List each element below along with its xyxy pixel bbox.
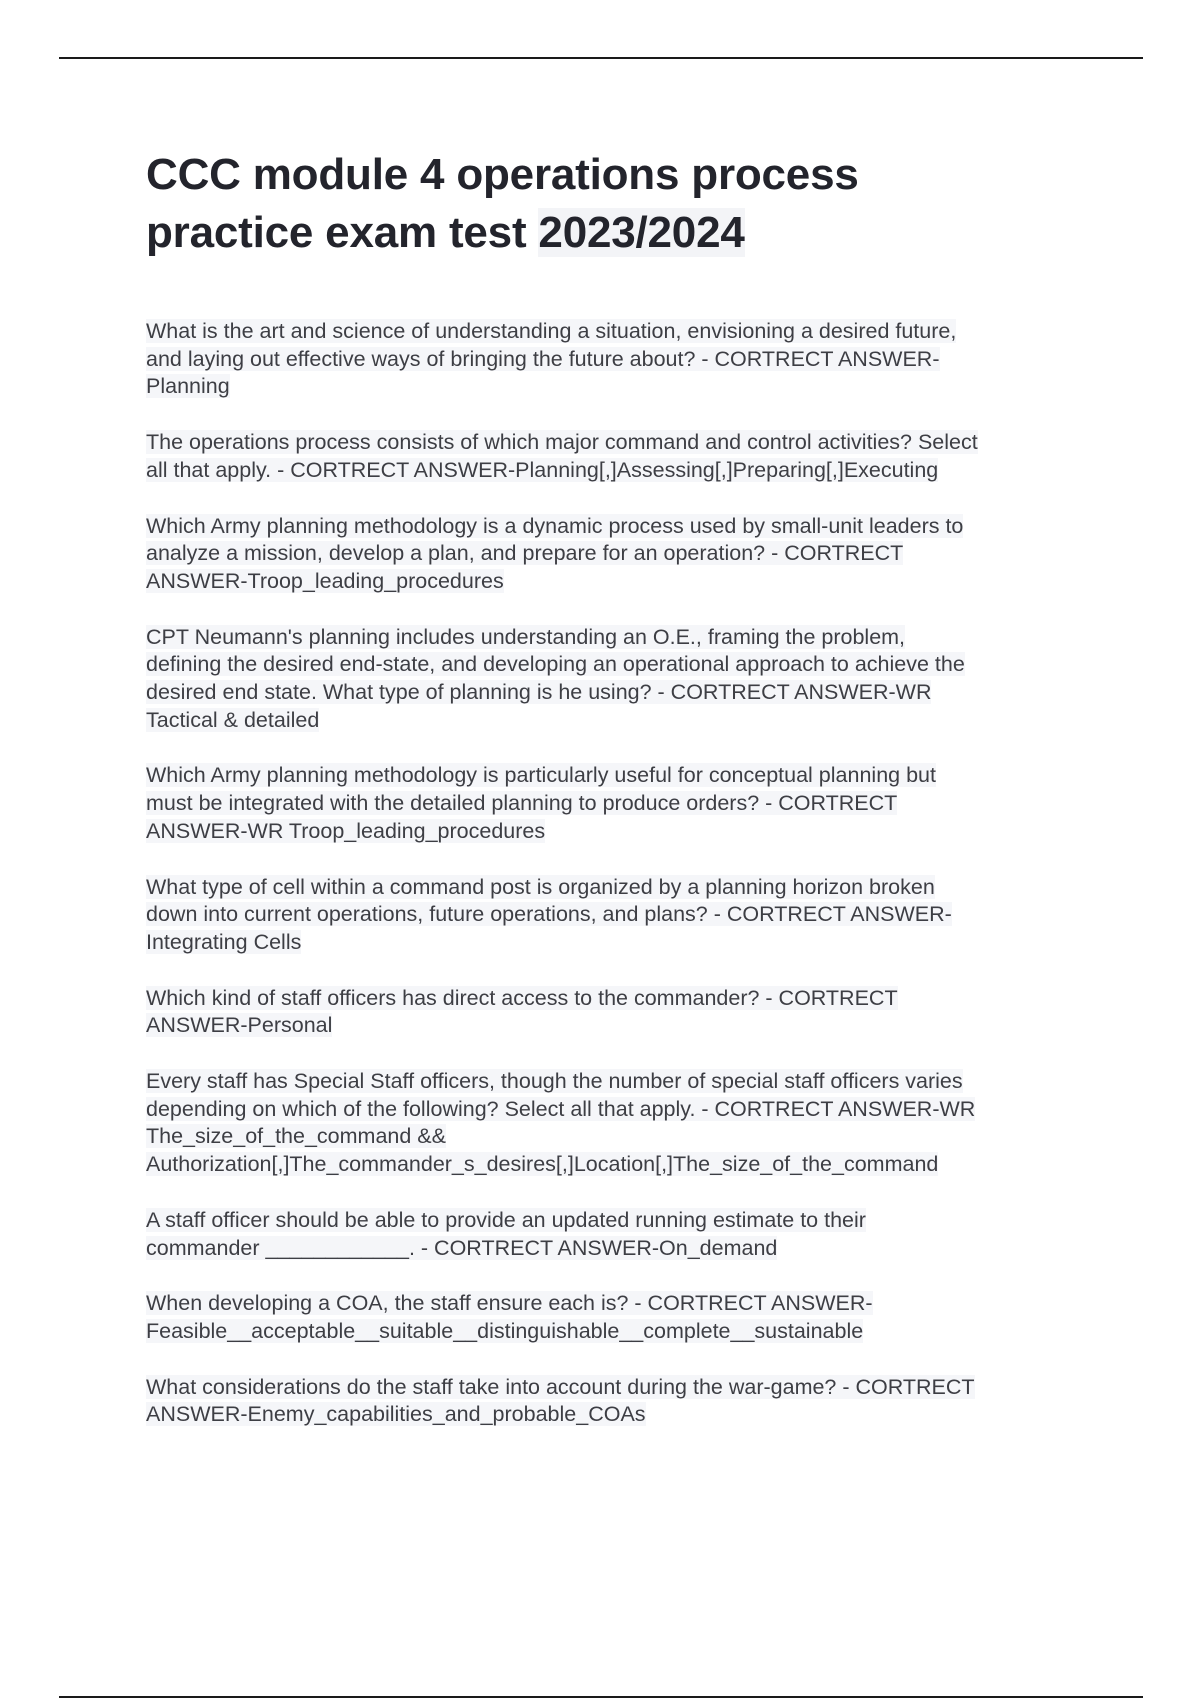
bottom-rule (59, 1696, 1143, 1698)
qa-line-text: Which Army planning methodology is a dynamic process used by small-unit leaders to (146, 513, 964, 538)
qa-line-text: Authorization[,]The_commander_s_desires[,]Location[,]The_size_of_the_command (146, 1152, 939, 1177)
qa-line (146, 346, 1146, 374)
qa-line-text: must be integrated with the detailed planning to produce orders? - CORTRECT (146, 791, 898, 816)
qa-line-text: Integrating Cells (146, 929, 302, 954)
qa-line (146, 318, 1146, 346)
qa-line-text: ANSWER-Personal (146, 1013, 333, 1038)
qa-line-text: What considerations do the staff take into account during the war-game? - CORTRECT (146, 1374, 975, 1399)
qa-line-text: analyze a mission, develop a plan, and prepare for an operation? - CORTRECT (146, 541, 904, 566)
qa-item (146, 1068, 1146, 1179)
qa-item (146, 513, 1146, 596)
qa-line (146, 874, 1146, 902)
qa-item (146, 762, 1146, 845)
qa-item (146, 985, 1146, 1040)
qa-line (146, 762, 1146, 790)
qa-line-text: Feasible__acceptable__suitable__distinguishable__complete__sustainable (146, 1318, 864, 1343)
qa-line (146, 373, 1146, 401)
title-year: 2023/2024 (538, 208, 745, 257)
qa-line-text: desired end state. What type of planning is he using? - CORTRECT ANSWER-WR (146, 680, 932, 705)
qa-line-text: all that apply. - CORTRECT ANSWER-Planning[,]Assessing[,]Preparing[,]Executing (146, 457, 939, 482)
qa-line (146, 429, 1146, 457)
title-line-1: CCC module 4 operations process (146, 150, 859, 199)
qa-item (146, 874, 1146, 957)
qa-line (146, 901, 1146, 929)
title-line-2: practice exam test (146, 208, 539, 257)
qa-line (146, 790, 1146, 818)
qa-item (146, 318, 1146, 401)
qa-line (146, 1068, 1146, 1096)
qa-line-text: ANSWER-WR Troop_leading_procedures (146, 818, 546, 843)
qa-line-text: ANSWER-Enemy_capabilities_and_probable_COAs (146, 1402, 646, 1427)
qa-line-text: Planning (146, 374, 230, 399)
qa-line-text: CPT Neumann's planning includes understanding an O.E., framing the problem, (146, 624, 906, 649)
qa-line-text: Tactical & detailed (146, 707, 320, 732)
qa-line (146, 707, 1146, 735)
qa-line (146, 1123, 1146, 1151)
qa-item (146, 1290, 1146, 1345)
qa-line (146, 513, 1146, 541)
qa-line-text: down into current operations, future operations, and plans? - CORTRECT ANSWER- (146, 902, 952, 927)
qa-item (146, 1374, 1146, 1429)
qa-line-text: What is the art and science of understanding a situation, envisioning a desired future, (146, 319, 957, 343)
qa-line-text: defining the desired end-state, and developing an operational approach to achieve the (146, 652, 965, 677)
qa-line-text: The_size_of_the_command && (146, 1124, 446, 1149)
top-rule (59, 57, 1143, 59)
qa-line (146, 1290, 1146, 1318)
qa-item (146, 1207, 1146, 1262)
qa-line-text: commander ____________. - CORTRECT ANSWER-On_demand (146, 1235, 778, 1260)
qa-line (146, 1096, 1146, 1124)
qa-line (146, 1151, 1146, 1179)
qa-item (146, 624, 1146, 735)
qa-line (146, 929, 1146, 957)
qa-line-text: Which kind of staff officers has direct access to the commander? - CORTRECT (146, 985, 898, 1010)
document-title (146, 146, 859, 262)
qa-line-text: and laying out effective ways of bringing the future about? - CORTRECT ANSWER- (146, 346, 940, 371)
qa-line (146, 1235, 1146, 1263)
qa-line-text: A staff officer should be able to provide an updated running estimate to their (146, 1207, 866, 1232)
qa-line (146, 624, 1146, 652)
qa-line (146, 540, 1146, 568)
qa-line-text: When developing a COA, the staff ensure each is? - CORTRECT ANSWER- (146, 1291, 873, 1316)
qa-line-text: The operations process consists of which major command and control activities? Select (146, 430, 978, 455)
qa-line-text: ANSWER-Troop_leading_procedures (146, 568, 504, 593)
qa-line-text: What type of cell within a command post is organized by a planning horizon broken (146, 874, 935, 899)
qa-item (146, 429, 1146, 484)
qa-line (146, 679, 1146, 707)
qa-line (146, 1374, 1146, 1402)
qa-line-text: depending on which of the following? Select all that apply. - CORTRECT ANSWER-WR (146, 1096, 976, 1121)
qa-line (146, 985, 1146, 1013)
qa-line (146, 651, 1146, 679)
qa-line (146, 1012, 1146, 1040)
qa-line (146, 1401, 1146, 1429)
qa-line-text: Every staff has Special Staff officers, though the number of special staff officers varies (146, 1069, 963, 1094)
qa-line (146, 818, 1146, 846)
qa-line (146, 568, 1146, 596)
qa-line (146, 1318, 1146, 1346)
qa-line-text: Which Army planning methodology is particularly useful for conceptual planning but (146, 763, 936, 788)
question-answer-list (146, 318, 1146, 1457)
qa-line (146, 457, 1146, 485)
qa-line (146, 1207, 1146, 1235)
